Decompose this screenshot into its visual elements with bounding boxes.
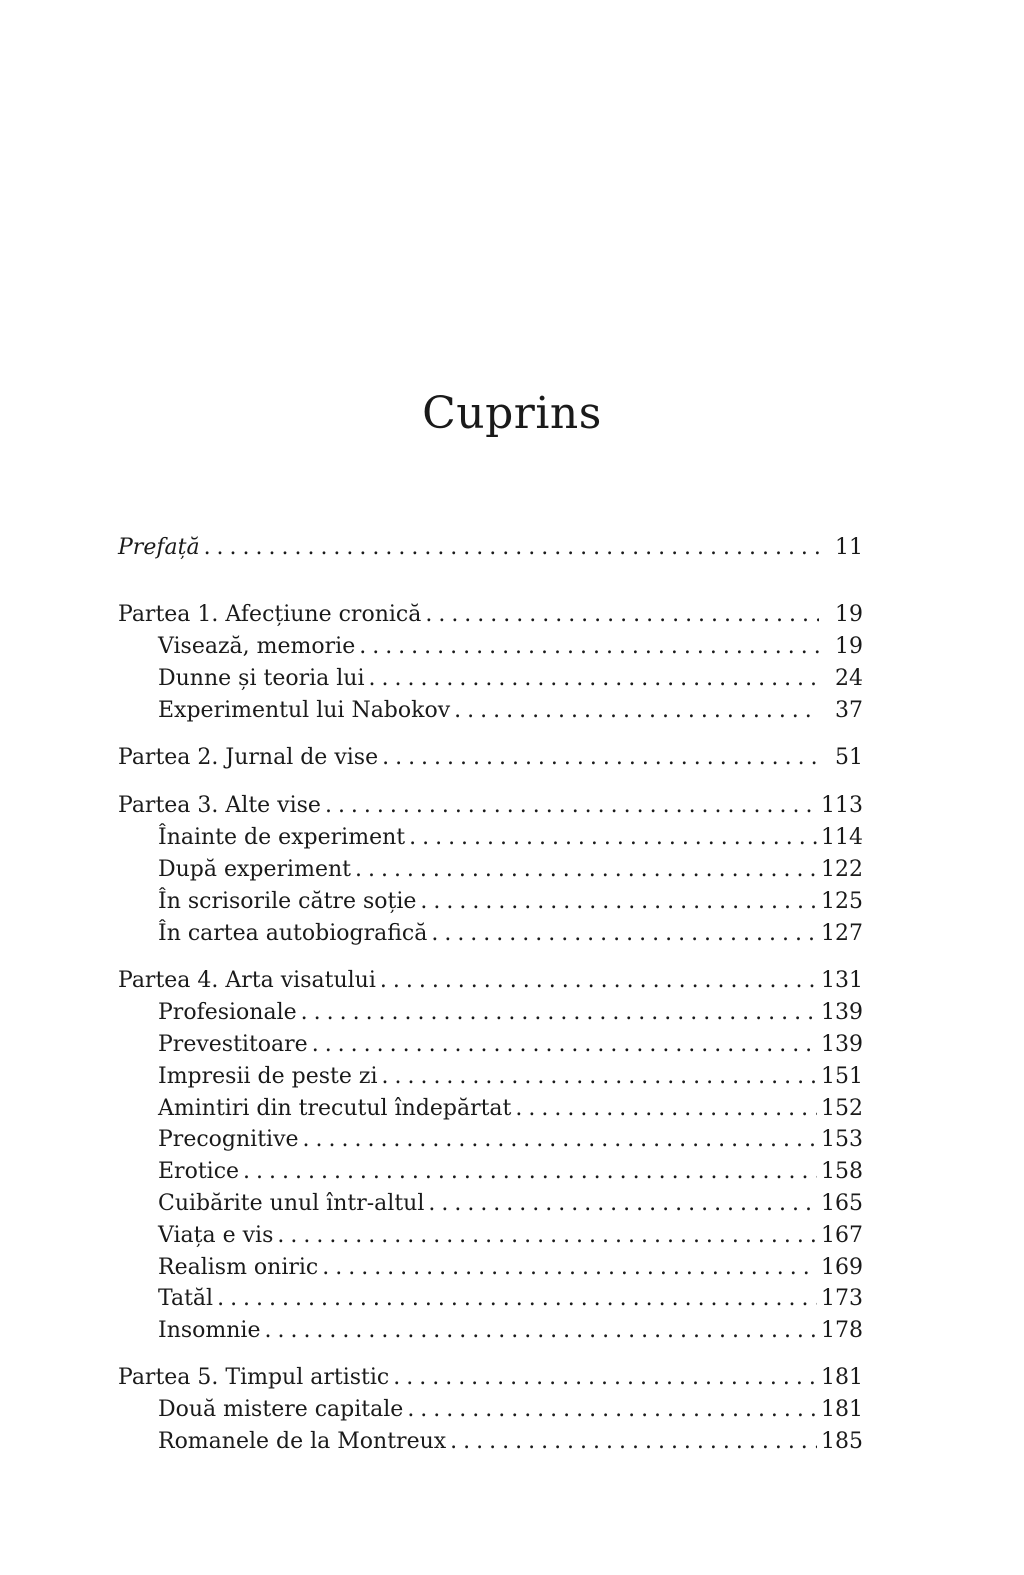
dot-leader <box>303 1124 817 1156</box>
toc-page-number: 178 <box>821 1318 863 1343</box>
dot-leader <box>450 1426 817 1458</box>
toc-entry <box>118 599 863 631</box>
dot-leader <box>428 1188 817 1220</box>
toc-page-number: 181 <box>821 1397 863 1422</box>
toc-subentry <box>158 663 863 695</box>
toc-page-number: 122 <box>821 857 863 882</box>
toc-subentry <box>158 1426 863 1458</box>
toc-page-number: 19 <box>835 634 863 659</box>
dot-leader <box>515 1093 817 1125</box>
dot-leader <box>420 886 817 918</box>
toc-page-number: 24 <box>835 666 863 691</box>
toc-subentry <box>158 1252 863 1284</box>
toc-entry <box>118 1362 863 1394</box>
toc-page-number: 125 <box>821 889 863 914</box>
toc-page-number: 51 <box>835 745 863 770</box>
dot-leader <box>369 663 820 695</box>
toc-page-number: 113 <box>821 793 863 818</box>
toc-entry-title: Romanele de la Montreux <box>158 1429 447 1454</box>
toc-page-number: 37 <box>835 698 863 723</box>
toc-page-number: 167 <box>821 1223 863 1248</box>
toc-page-number: 153 <box>821 1127 863 1152</box>
toc-entry-title: Precognitive <box>158 1127 299 1152</box>
toc-subentry <box>158 822 863 854</box>
toc-subentry <box>158 1283 863 1315</box>
toc-entry-title: Impresii de peste zi <box>158 1064 378 1089</box>
toc-page-number: 173 <box>821 1286 863 1311</box>
toc-entry-title: În cartea autobiografică <box>158 921 428 946</box>
toc-subentry <box>158 1188 863 1220</box>
dot-leader <box>325 790 817 822</box>
toc-subentry <box>158 1220 863 1252</box>
toc-subentry <box>158 918 863 950</box>
toc-entry-title: Viața e vis <box>158 1223 274 1248</box>
toc-entry-title: Insomnie <box>158 1318 261 1343</box>
toc-subentry <box>158 1029 863 1061</box>
dot-leader <box>312 1029 817 1061</box>
toc-subentry <box>158 1315 863 1347</box>
toc-entry <box>118 790 863 822</box>
toc-entry <box>118 742 863 774</box>
toc-entry-title: Partea 5. Timpul artistic <box>118 1365 390 1390</box>
toc-subentry <box>158 997 863 1029</box>
dot-leader <box>407 1394 817 1426</box>
toc-entry-title: Partea 1. Afecțiune cronică <box>118 602 422 627</box>
toc-page-number: 127 <box>821 921 863 946</box>
toc-entry-title: Prefață <box>118 535 200 560</box>
toc-entry-title: După experiment <box>158 857 351 882</box>
toc-entry-title: Profesionale <box>158 1000 297 1025</box>
toc-entry-title: Cuibărite unul într-altul <box>158 1191 425 1216</box>
toc-entry-title: Erotice <box>158 1159 240 1184</box>
toc-subentry <box>158 1093 863 1125</box>
dot-leader <box>355 854 817 886</box>
dot-leader <box>277 1220 817 1252</box>
dot-leader <box>431 918 817 950</box>
toc-subentry <box>158 886 863 918</box>
toc-entry-title: Partea 4. Arta visatului <box>118 968 376 993</box>
dot-leader <box>264 1315 817 1347</box>
toc-entry-title: Experimentul lui Nabokov <box>158 698 451 723</box>
toc-entry-title: Partea 2. Jurnal de vise <box>118 745 379 770</box>
toc-page-number: 11 <box>835 535 863 560</box>
toc-entry-title: În scrisorile către soție <box>158 889 417 914</box>
dot-leader <box>393 1362 817 1394</box>
toc-entry-title: Realism oniric <box>158 1255 319 1280</box>
toc-page-number: 169 <box>821 1255 863 1280</box>
toc-subentry <box>158 631 863 663</box>
toc-page-number: 165 <box>821 1191 863 1216</box>
toc-entry-title: Amintiri din trecutul îndepărtat <box>158 1096 512 1121</box>
toc-entry <box>118 965 863 997</box>
toc-entry-title: Dunne și teoria lui <box>158 666 365 691</box>
dot-leader <box>217 1283 817 1315</box>
toc-entry <box>118 532 863 564</box>
dot-leader <box>380 965 817 997</box>
dot-leader <box>382 1061 818 1093</box>
toc-page-number: 158 <box>821 1159 863 1184</box>
toc-page-number: 114 <box>821 825 863 850</box>
toc-page-number: 19 <box>835 602 863 627</box>
toc-subentry <box>158 1156 863 1188</box>
toc-entry-title: Înainte de experiment <box>158 825 406 850</box>
dot-leader <box>322 1252 817 1284</box>
dot-leader <box>425 599 819 631</box>
page-title: Cuprins <box>422 388 602 439</box>
dot-leader <box>382 742 819 774</box>
table-of-contents <box>118 0 863 1575</box>
toc-entry-title: Visează, memorie <box>158 634 356 659</box>
toc-subentry <box>158 854 863 886</box>
toc-page-number: 185 <box>821 1429 863 1454</box>
toc-page-number: 151 <box>821 1064 863 1089</box>
toc-page-number: 139 <box>821 1000 863 1025</box>
toc-entry-title: Tatăl <box>158 1286 214 1311</box>
toc-page-number: 131 <box>821 968 863 993</box>
toc-page-number: 139 <box>821 1032 863 1057</box>
toc-entry-title: Prevestitoare <box>158 1032 308 1057</box>
dot-leader <box>359 631 819 663</box>
toc-page-number: 152 <box>821 1096 863 1121</box>
dot-leader <box>409 822 817 854</box>
toc-subentry <box>158 1124 863 1156</box>
dot-leader <box>301 997 817 1029</box>
dot-leader <box>243 1156 817 1188</box>
toc-entry-title: Două mistere capitale <box>158 1397 404 1422</box>
dot-leader <box>204 532 819 564</box>
toc-subentry <box>158 1061 863 1093</box>
toc-subentry <box>158 1394 863 1426</box>
toc-entry-title: Partea 3. Alte vise <box>118 793 321 818</box>
toc-page-number: 181 <box>821 1365 863 1390</box>
dot-leader <box>454 695 819 727</box>
toc-subentry <box>158 695 863 727</box>
